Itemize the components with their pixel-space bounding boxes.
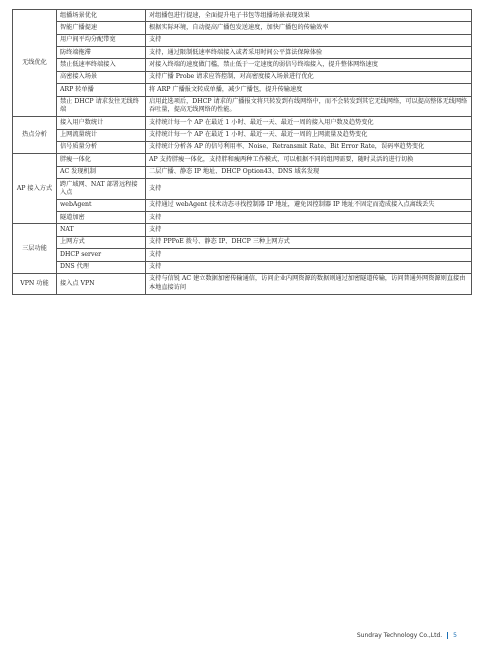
feature-cell: 防终端拖滞 <box>57 47 146 59</box>
page-footer <box>357 632 457 639</box>
table-row <box>13 212 472 224</box>
table-row <box>13 236 472 248</box>
footer-divider <box>447 632 448 639</box>
category-cell: VPN 功能 <box>13 273 57 294</box>
feature-cell: 跨广域网、NAT 部署远程接入点 <box>57 179 146 200</box>
description-cell: 对组播包进行提速，全面提升电子书包等组播场景表现效果 <box>146 10 472 22</box>
table-row <box>13 10 472 22</box>
spec-table <box>12 9 472 295</box>
feature-cell: 智能广播提速 <box>57 22 146 34</box>
feature-cell: 接入点 VPN <box>57 273 146 294</box>
feature-cell: DNS 代理 <box>57 261 146 273</box>
category-cell: AP 接入方式 <box>13 154 57 224</box>
description-cell: 支持 <box>146 212 472 224</box>
feature-cell: 禁止低速率终端接入 <box>57 59 146 71</box>
description-cell: 支持统计每一个 AP 在最近 1 小时、最近一天、最近一周的上网流量及趋势变化 <box>146 129 472 141</box>
description-cell: AP 支持胖瘦一体化，支持胖和瘦两种工作模式，可以根据不同的组网需要，随时灵活的进行切换 <box>146 154 472 166</box>
feature-cell: 禁止 DHCP 请求发往无线终端 <box>57 96 146 117</box>
feature-cell: 高密接入场景 <box>57 71 146 83</box>
description-cell: 支持 <box>146 224 472 236</box>
description-cell: 支持，通过限制低速率终端接入或者采用时间公平算法保障体验 <box>146 47 472 59</box>
feature-cell: 隧道加密 <box>57 212 146 224</box>
table-row <box>13 154 472 166</box>
table-row <box>13 47 472 59</box>
feature-cell: 上网流量统计 <box>57 129 146 141</box>
description-cell: 支持 <box>146 261 472 273</box>
description-cell: 支持 PPPoE 拨号、静态 IP、DHCP 三种上网方式 <box>146 236 472 248</box>
table-row <box>13 249 472 261</box>
feature-cell: NAT <box>57 224 146 236</box>
description-cell: 支持统计每一个 AP 在最近 1 小时、最近一天、最近一周的接入用户数及趋势变化 <box>146 117 472 129</box>
table-row <box>13 129 472 141</box>
description-cell: 支持 <box>146 249 472 261</box>
description-cell: 将 ARP 广播报文转成单播，减少广播包，提升传输速度 <box>146 84 472 96</box>
table-row <box>13 261 472 273</box>
description-cell: 二层广播、静态 IP 地址、DHCP Option43、DNS 域名发现 <box>146 166 472 178</box>
description-cell: 支持广播 Probe 请求应答控制，对高密度接入场景进行优化 <box>146 71 472 83</box>
table-row <box>13 59 472 71</box>
table-row <box>13 22 472 34</box>
table-row <box>13 273 472 294</box>
table-row <box>13 96 472 117</box>
feature-cell: webAgent <box>57 199 146 211</box>
feature-cell: 用户间平均分配带宽 <box>57 34 146 46</box>
table-row <box>13 117 472 129</box>
category-cell: 热点分析 <box>13 117 57 154</box>
feature-cell: 组播场景优化 <box>57 10 146 22</box>
description-cell: 对接入终端的速度做门槛，禁止低于一定速度的弱信号终端接入，提升整体网络速度 <box>146 59 472 71</box>
footer-company: Sundray Technology Co.,Ltd. <box>356 632 443 639</box>
description-cell: 支持与信锐 AC 建立数据加密传输通信，访问企业内网资源的数据则通过加密隧道传输，访问普通外网资源则直接由本地直接访问 <box>146 273 472 294</box>
description-cell: 支持通过 webAgent 技术动态寻找控制器 IP 地址，避免因控制器 IP 地址不固定而造成接入点离线丢失 <box>146 199 472 211</box>
table-row <box>13 84 472 96</box>
table-row <box>13 34 472 46</box>
page-number: 5 <box>453 632 457 639</box>
feature-cell: 接入用户数统计 <box>57 117 146 129</box>
feature-cell: DHCP server <box>57 249 146 261</box>
description-cell: 支持统计分析各 AP 的信号利用率、Noise、Retransmit Rate、Bit Error Rate，误码率趋势变化 <box>146 141 472 153</box>
feature-cell: 上网方式 <box>57 236 146 248</box>
table-row <box>13 179 472 200</box>
table-row <box>13 166 472 178</box>
description-cell: 根据实际环境，自动提高广播包发送速度，加快广播包的传输效率 <box>146 22 472 34</box>
category-cell: 无线优化 <box>13 10 57 117</box>
description-cell: 支持 <box>146 179 472 200</box>
feature-cell: AC 发现机制 <box>57 166 146 178</box>
feature-cell: ARP 转单播 <box>57 84 146 96</box>
table-row <box>13 71 472 83</box>
spec-table-body <box>13 10 472 295</box>
table-row <box>13 224 472 236</box>
feature-cell: 胖瘦一体化 <box>57 154 146 166</box>
table-row <box>13 199 472 211</box>
description-cell: 支持 <box>146 34 472 46</box>
description-cell: 启用此选项后，DHCP 请求的广播报文将只转发到有线网络中，而不会转发到其它无线网络，可以提高整体无线网络吞吐量，提高无线网络的性能。 <box>146 96 472 117</box>
category-cell: 三层功能 <box>13 224 57 273</box>
table-row <box>13 141 472 153</box>
feature-cell: 信号质量分析 <box>57 141 146 153</box>
